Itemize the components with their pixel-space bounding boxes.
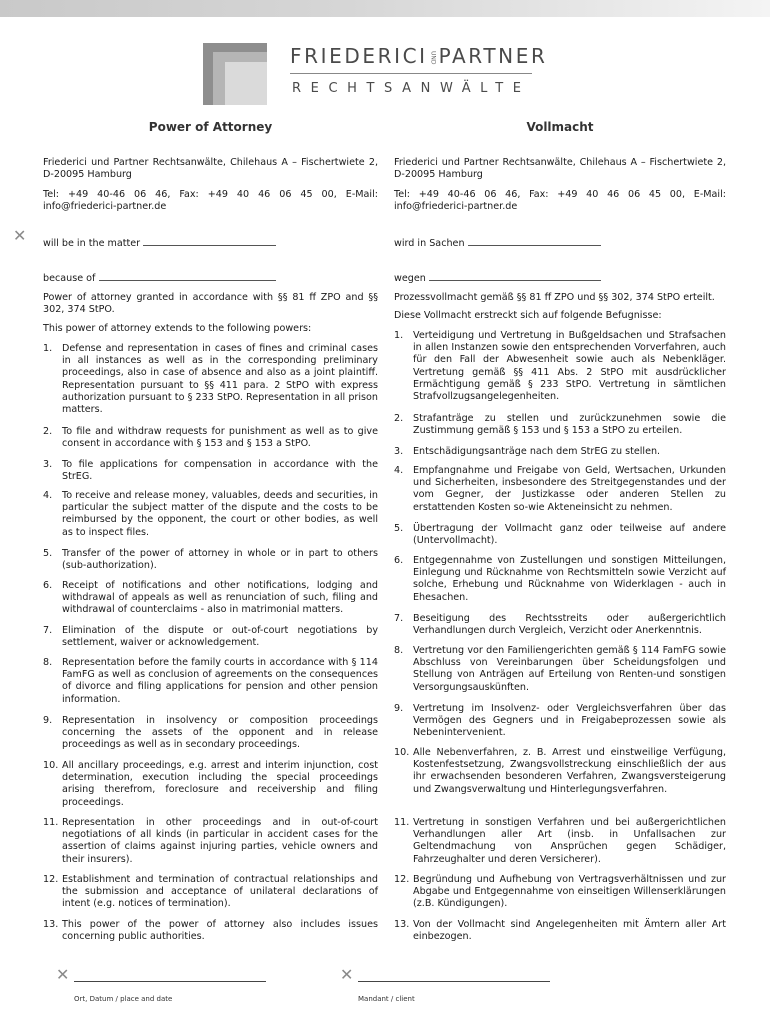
english-column bbox=[43, 0, 378, 1024]
list-item-en-7: 7. Elimination of the dispute or out-of-court negotiations by settlement, waiver or acknowledgement. bbox=[43, 625, 378, 649]
sign-here-place-x-icon: ✕ bbox=[56, 965, 70, 984]
list-item-en-9: 9. Representation in insolvency or composition proceedings concerning the assets of the opponent and in release proceedings as well as in secondary proceedings. bbox=[43, 715, 378, 751]
matter-field-en[interactable] bbox=[43, 236, 378, 250]
list-item-de-7: 7. Beseitigung des Rechtsstreits oder außergerichtlich Verhandlungen durch Vergleich, Verzicht oder Anerkenntnis. bbox=[394, 613, 726, 637]
list-item-en-3: 3. To file applications for compensation in accordance with the StrEG. bbox=[43, 459, 378, 483]
place-date-signature-line[interactable] bbox=[74, 980, 266, 982]
because-input-de[interactable] bbox=[429, 271, 601, 281]
granted-de: Prozessvollmacht gemäß §§ 81 ff ZPO und §§ 302, 374 StPO erteilt. bbox=[394, 292, 715, 303]
extends-de: Diese Vollmacht erstreckt sich auf folgende Befugnisse: bbox=[394, 310, 662, 321]
list-item-en-4: 4. To receive and release money, valuables, deeds and securities, in particular the subject matter of the dispute and the costs to be reimbursed by the opponent, the court or other bodies, as well as to inspect files. bbox=[43, 490, 378, 538]
because-field-en[interactable] bbox=[43, 271, 378, 285]
list-item-de-5: 5. Übertragung der Vollmacht ganz oder teilweise auf andere (Untervollmacht). bbox=[394, 523, 726, 547]
because-label-en: because of bbox=[43, 273, 96, 284]
logo-subtitle: RECHTSANWÄLTE bbox=[292, 81, 531, 96]
heading-power-of-attorney: Power of Attorney bbox=[148, 120, 273, 134]
list-item-de-9: 9. Vertretung im Insolvenz- oder Vergleichsverfahren über das Vermögen des Gegners und in Freigabeprozessen sowie als Nebenintervenient. bbox=[394, 703, 726, 739]
list-item-en-5: 5. Transfer of the power of attorney in whole or in part to others (sub-authorization). bbox=[43, 548, 378, 572]
address-en: Friederici und Partner Rechtsanwälte, Chilehaus A – Fischertwiete 2, D-20095 Hamburg bbox=[43, 157, 378, 181]
sign-here-client-x-icon: ✕ bbox=[340, 965, 354, 984]
heading-vollmacht: Vollmacht bbox=[526, 120, 594, 134]
because-input-en[interactable] bbox=[99, 271, 276, 281]
list-item-de-2: 2. Strafanträge zu stellen und zurückzunehmen sowie die Zustimmung gemäß § 153 und § 153 a StPO zu erteilen. bbox=[394, 413, 726, 437]
list-item-en-11: 11. Representation in other proceedings and in out-of-court negotiations of all kinds (in particular in accident cases for the assertion of claims against injuring parties, vehicle owners and their insurers). bbox=[43, 817, 378, 865]
list-item-de-3: 3. Entschädigungsanträge nach dem StrEG zu stellen. bbox=[394, 446, 661, 457]
logo-name-und: UND bbox=[429, 50, 437, 65]
list-item-en-2: 2. To file and withdraw requests for punishment as well as to give consent in accordance with § 153 and § 153 a StPO. bbox=[43, 426, 378, 450]
matter-field-de[interactable] bbox=[394, 236, 726, 250]
list-item-de-8: 8. Vertretung vor den Familiengerichten gemäß § 114 FamFG sowie Abschluss von Vereinbarungen über Scheidungsfolgen und Stellung von Anträgen auf Erteilung von Renten-und sonstigen Versorgungsauskünften. bbox=[394, 645, 726, 693]
list-item-en-13: 13. This power of the power of attorney also includes issues concerning public authorities. bbox=[43, 919, 378, 943]
list-item-de-13: 13. Von der Vollmacht sind Angelegenheiten mit Ämtern aller Art einbezogen. bbox=[394, 919, 726, 943]
place-date-label: Ort, Datum / place and date bbox=[74, 995, 173, 1003]
list-item-de-12: 12. Begründung und Aufhebung von Vertragsverhältnissen und zur Abgabe und Entgegennahme von einseitigen Willenserklärungen (z.B. Kündigungen). bbox=[394, 874, 726, 910]
matter-label-en: will be in the matter bbox=[43, 238, 141, 249]
because-label-de: wegen bbox=[394, 273, 426, 284]
address-de: Friederici und Partner Rechtsanwälte, Chilehaus A – Fischertwiete 2, D-20095 Hamburg bbox=[394, 157, 726, 181]
list-item-en-8: 8. Representation before the family courts in accordance with § 114 FamFG as well as conclusion of agreements on the consequences of divorce and filing applications for pension and other pension information. bbox=[43, 657, 378, 705]
contact-en: Tel: +49 40-46 06 46, Fax: +49 40 46 06 45 00, E-Mail: info@friederici-partner.de bbox=[43, 189, 378, 213]
because-field-de[interactable] bbox=[394, 271, 726, 285]
client-label: Mandant / client bbox=[358, 995, 415, 1003]
matter-input-en[interactable] bbox=[143, 236, 276, 246]
granted-en: Power of attorney granted in accordance with §§ 81 ff ZPO and §§ 302, 374 StPO. bbox=[43, 292, 378, 316]
logo-name-right: PARTNER bbox=[438, 44, 548, 68]
contact-de: Tel: +49 40-46 06 46, Fax: +49 40 46 06 45 00, E-Mail: info@friederici-partner.de bbox=[394, 189, 726, 213]
list-item-de-11: 11. Vertretung in sonstigen Verfahren und bei außergerichtlichen Verhandlungen aller Art (insb. in Unfallsachen zur Geltendmachung von Ansprüchen gegen Schädiger, Fahrzeughalter und deren Versicherer). bbox=[394, 817, 726, 865]
matter-input-de[interactable] bbox=[468, 236, 601, 246]
list-item-de-10: 10. Alle Nebenverfahren, z. B. Arrest und einstweilige Verfügung, Kostenfestsetzung, Zwangsvollstreckung einschließlich der aus ihr erwachsenden besonderen Verfahren, Zwangsversteigerung und Zwangsverwaltung und Hinterlegungsverfahren. bbox=[394, 747, 726, 795]
list-item-de-1: 1. Verteidigung und Vertretung in Bußgeldsachen und Strafsachen in allen Instanzen sowie den entsprechenden Vorverfahren, auch für den Fall der Abwesenheit sowie auch als Nebenkläger. Vertretung gemäß §§ 411 Abs. 2 StPO mit ausdrücklicher Ermächtigung gemäß § 233 StPO. Vertretung in sämtlichen Strafvollzugsangelegenheiten. bbox=[394, 330, 726, 403]
german-column bbox=[394, 0, 726, 1024]
x-mark-icon: ✕ bbox=[13, 226, 27, 245]
list-item-en-10: 10. All ancillary proceedings, e.g. arrest and interim injunction, cost determination, execution including the special proceedings arising therefrom, foreclosure and receivership and filing proceedings. bbox=[43, 760, 378, 808]
extends-en: This power of attorney extends to the following powers: bbox=[43, 323, 312, 334]
list-item-en-12: 12. Establishment and termination of contractual relationships and the submission and acceptance of unilateral declarations of intent (e.g. notices of termination). bbox=[43, 874, 378, 910]
list-item-de-4: 4. Empfangnahme und Freigabe von Geld, Wertsachen, Urkunden und Sicherheiten, insbesondere des Streitgegenstandes und der vom Gegner, der Justizkasse oder anderen Stellen zu erstattenden Kosten so-wie Akteneinsicht zu nehmen. bbox=[394, 465, 726, 513]
list-item-en-6: 6. Receipt of notifications and other notifications, lodging and withdrawal of appeals as well as renunciation of such, filing and withdrawal of counterclaims - also in matrimonial matters. bbox=[43, 580, 378, 616]
list-item-de-6: 6. Entgegennahme von Zustellungen und sonstigen Mitteilungen, Einlegung und Rücknahme von Rechtsmitteln sowie Verzicht auf solche, Erhebung und Rücknahme von Widerklagen - auch in Ehesachen. bbox=[394, 555, 726, 603]
logo-name-left: FRIEDERICI bbox=[290, 44, 428, 68]
client-signature-line[interactable] bbox=[358, 980, 550, 982]
matter-label-de: wird in Sachen bbox=[394, 238, 465, 249]
list-item-en-1: 1. Defense and representation in cases of fines and criminal cases in all instances as well as in the corresponding preliminary proceedings, also in case of absence and also as a joint plaintiff. Representation pursuant to §§ 411 para. 2 StPO with express authorization pursuant to § 233 StPO. Representation in all prison matters. bbox=[43, 343, 378, 416]
